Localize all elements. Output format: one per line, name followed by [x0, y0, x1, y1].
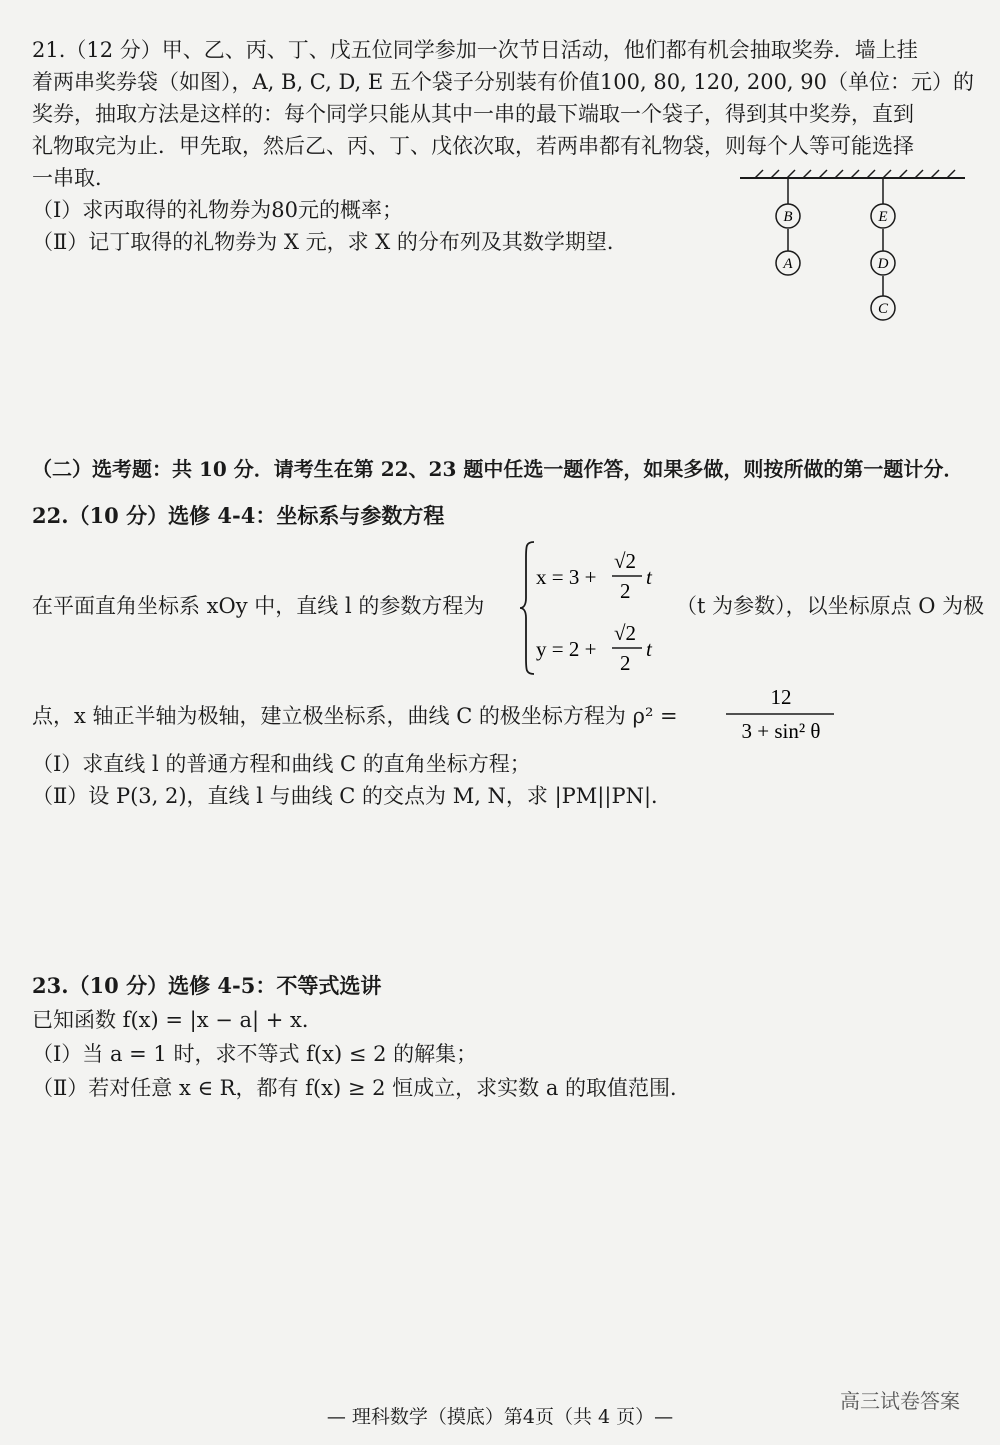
section-2-heading: （二）选考题：共 10 分．请考生在第 22、23 题中任选一题作答，如果多做，则按所做的第一题计分． — [32, 457, 964, 481]
bag-d-label: D — [877, 256, 889, 272]
q21-line-4: 礼物取完为止．甲先取，然后乙、丙、丁、戊依次取，若两串都有礼物袋，则每个人等可能选择 — [32, 134, 914, 158]
eq-y-param: t — [646, 637, 652, 661]
q21-part2: （Ⅱ）记丁取得的礼物券为 X 元，求 X 的分布列及其数学期望． — [32, 230, 628, 254]
polar-den: 3 + sin² θ — [741, 719, 821, 743]
q23-title: 23.（10 分）选修 4-5：不等式选讲 — [32, 973, 382, 998]
q21-line-5: 一串取． — [32, 166, 116, 190]
q21-line-3: 奖券，抽取方法是这样的：每个同学只能从其中一串的最下端取一个袋子，得到其中奖券，直到 — [32, 102, 914, 126]
eq-x-num: √2 — [614, 549, 637, 573]
watermark-logo: 高三试卷答案 — [840, 1389, 960, 1413]
polar-num: 12 — [770, 685, 792, 709]
q21-part1: （Ⅰ）求丙取得的礼物券为80元的概率； — [32, 198, 404, 222]
q22-part1: （Ⅰ）求直线 l 的普通方程和曲线 C 的直角坐标方程； — [32, 752, 531, 776]
eq-y-num: √2 — [614, 621, 637, 645]
q21-line-2: 着两串奖券袋（如图），A, B, C, D, E 五个袋子分别装有价值100, 80, 120, 200, 90（单位：元）的 — [32, 70, 975, 94]
eq-x-param: t — [646, 565, 652, 589]
q21-line-1: 21.（12 分）甲、乙、丙、丁、戊五位同学参加一次节日活动，他们都有机会抽取奖券．墙上挂 — [32, 38, 918, 62]
parametric-system — [520, 538, 690, 678]
eq-y-den: 2 — [620, 651, 631, 675]
bag-a-label: A — [783, 256, 793, 272]
polar-fraction — [722, 684, 840, 748]
q23-intro: 已知函数 f(x) = |x − a| + x． — [32, 1008, 323, 1032]
eq-x-lhs: x = 3 + — [536, 565, 597, 589]
q22-line2-left: 点，x 轴正半轴为极轴，建立极坐标系，曲线 C 的极坐标方程为 ρ² = — [32, 704, 678, 728]
page-footer: — 理科数学（摸底）第4页（共 4 页）— — [326, 1406, 674, 1428]
q23-part2: （Ⅱ）若对任意 x ∈ R，都有 f(x) ≥ 2 恒成立，求实数 a 的取值范围． — [32, 1076, 692, 1100]
q22-part2: （Ⅱ）设 P(3, 2)，直线 l 与曲线 C 的交点为 M, N，求 |PM||PN|． — [32, 784, 673, 808]
bag-e-label: E — [878, 209, 888, 225]
eq-x-den: 2 — [620, 579, 631, 603]
q22-intro-right: （t 为参数），以坐标原点 O 为极 — [676, 594, 985, 618]
bag-diagram — [735, 168, 970, 333]
q23-part1: （Ⅰ）当 a = 1 时，求不等式 f(x) ≤ 2 的解集； — [32, 1042, 478, 1066]
q22-title: 22.（10 分）选修 4-4：坐标系与参数方程 — [32, 503, 445, 528]
bag-b-label: B — [783, 209, 793, 225]
eq-y-lhs: y = 2 + — [536, 637, 597, 661]
q22-intro-left: 在平面直角坐标系 xOy 中，直线 l 的参数方程为 — [32, 594, 485, 618]
bag-c-label: C — [877, 301, 889, 317]
